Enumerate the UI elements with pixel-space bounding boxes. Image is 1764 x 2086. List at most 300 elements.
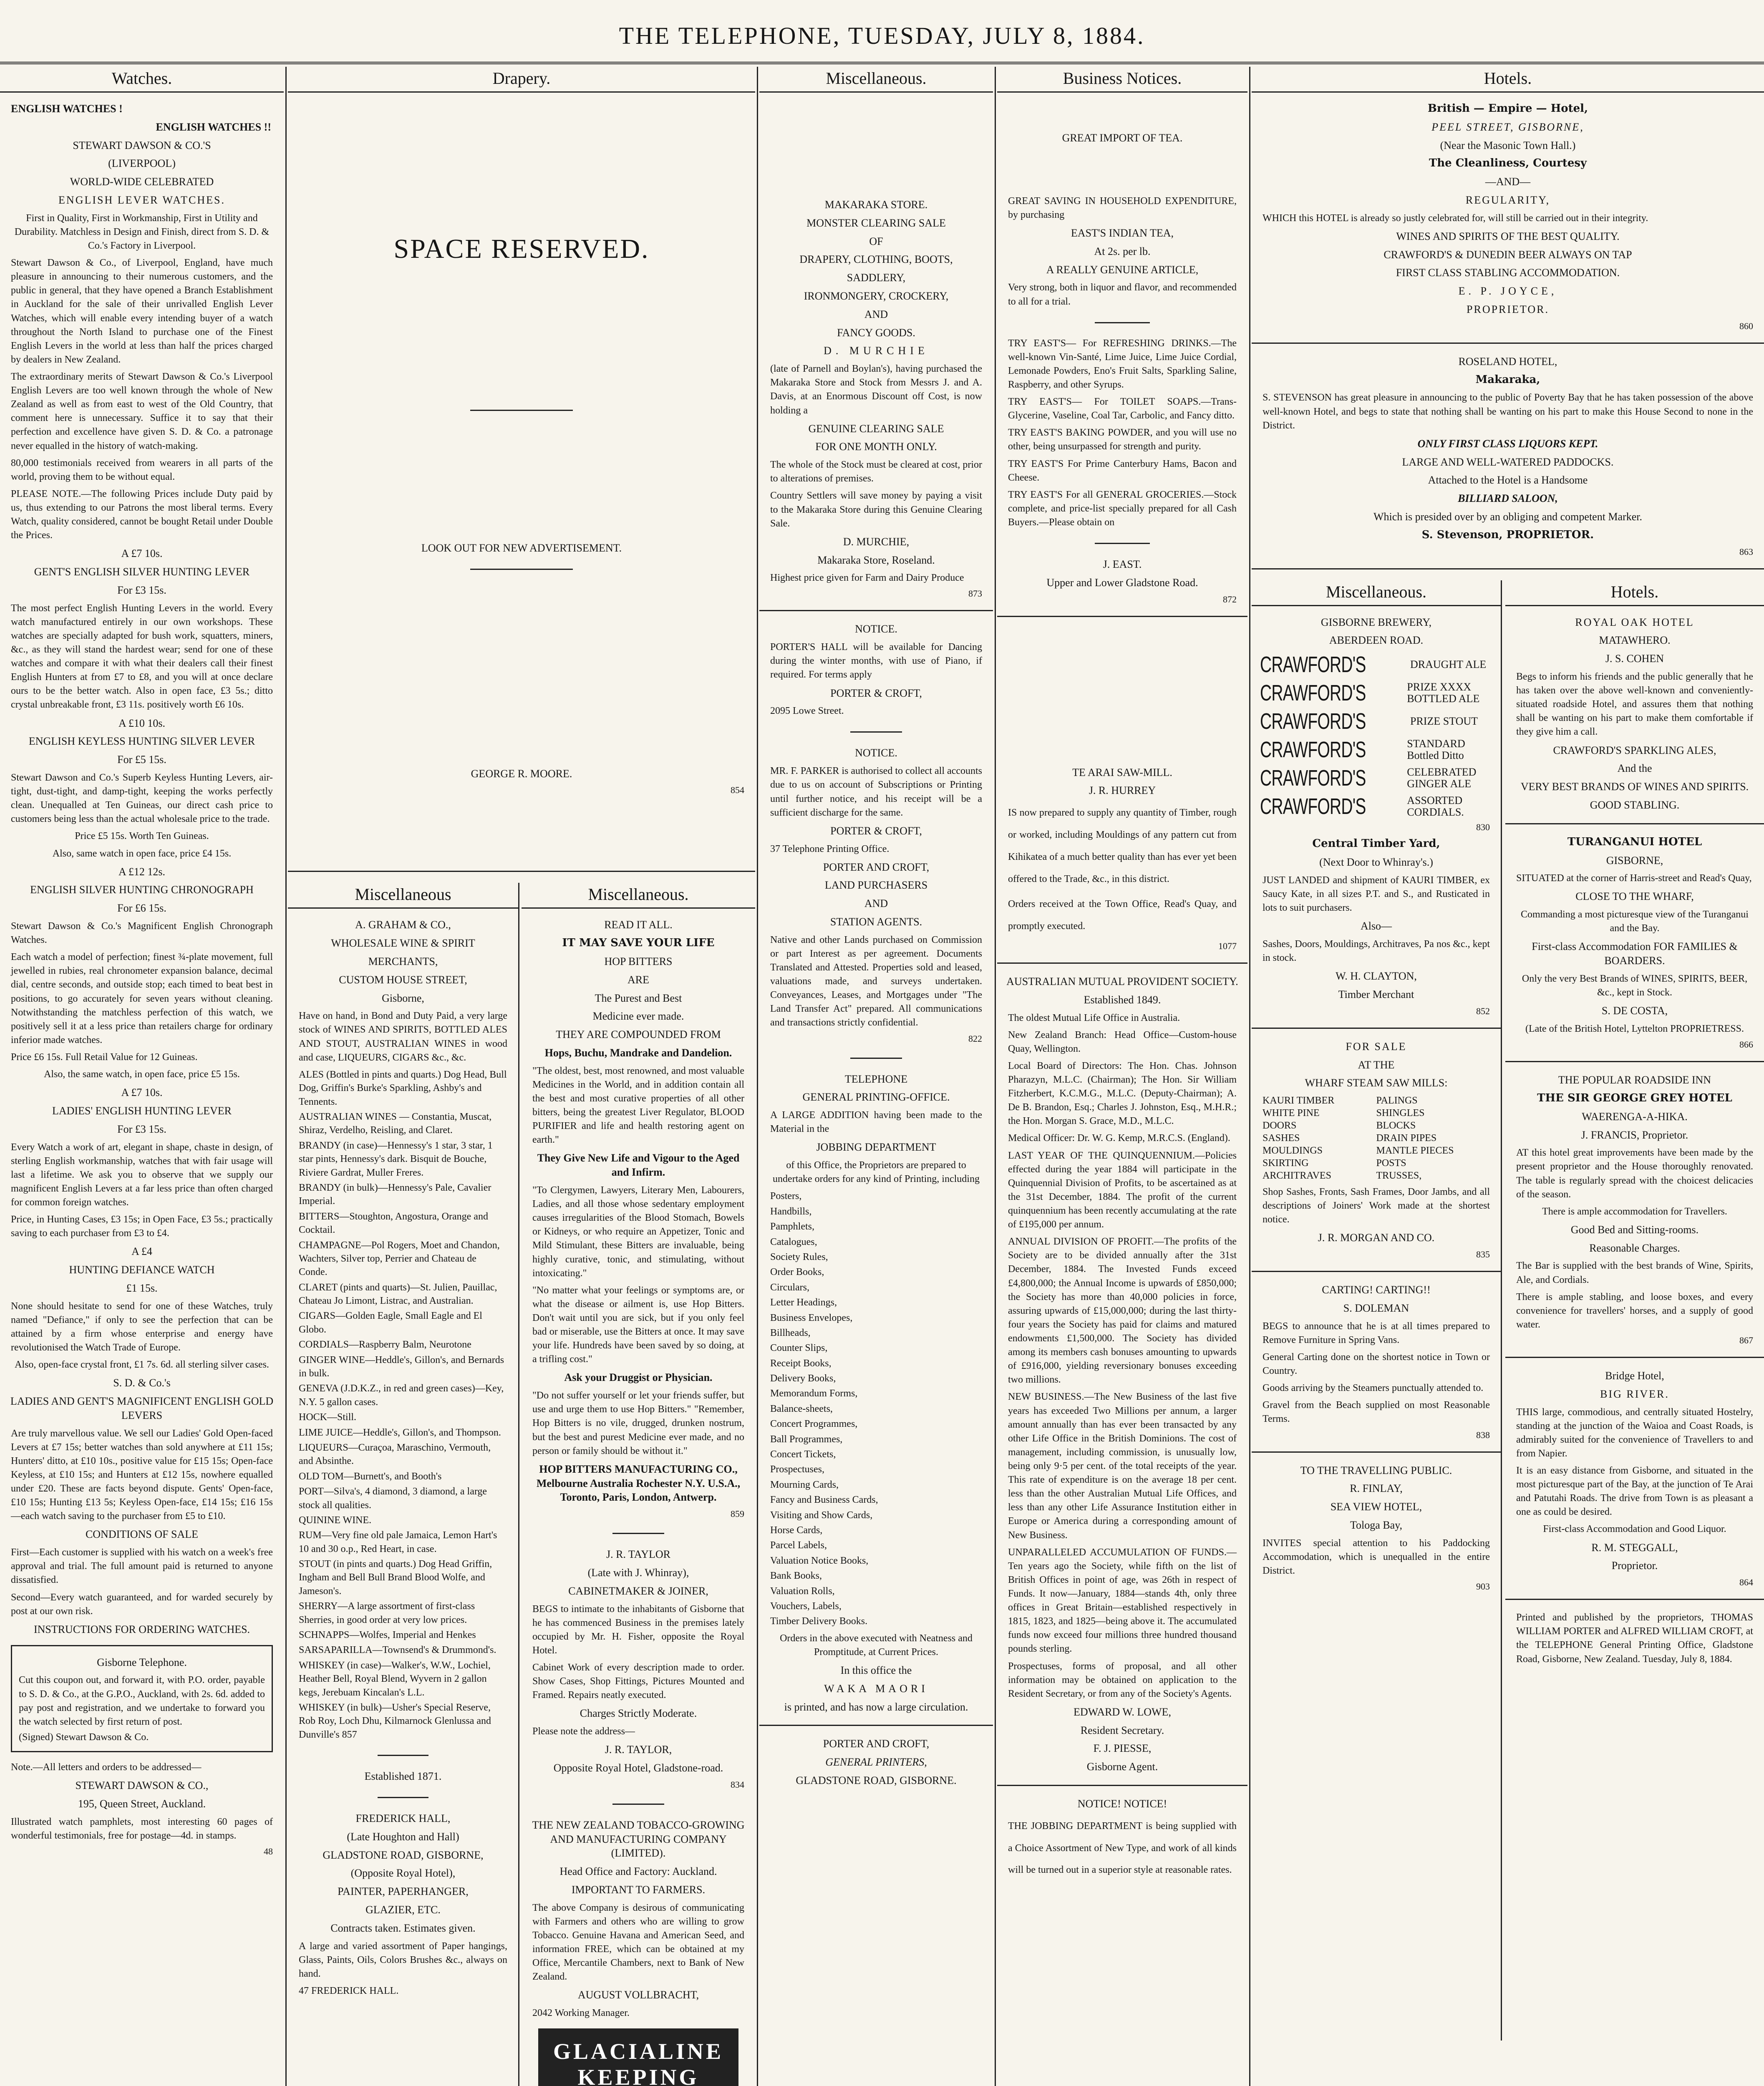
brewery-product: ASSORTED CORDIALS. xyxy=(1407,794,1464,819)
section-header-hotels: Hotels. xyxy=(1252,67,1764,93)
finlay-line: SEA VIEW HOTEL, xyxy=(1330,1501,1422,1513)
wharf-title: WHARF STEAM SAW MILLS: xyxy=(1305,1077,1448,1089)
printing-item: Order Books, xyxy=(770,1267,824,1278)
body-text: Illustrated watch pamphlets, most interesting 60 pages of wonderful testimonials, free for postage—4d. in stamps. xyxy=(11,1816,273,1841)
merchant-name: J. EAST. xyxy=(1103,558,1142,571)
bitters-subhead: HOP BITTERS MANUFACTURING CO., Melbourne Australia Rochester N.Y. U.S.A., Toronto, Paris, London, Antwerp. xyxy=(536,1463,741,1504)
product-name: ENGLISH SILVER HUNTING CHRONOGRAPH xyxy=(30,884,254,896)
bitters-line: HOP BITTERS xyxy=(604,955,673,967)
ad-number: 830 xyxy=(1476,822,1490,833)
finlay-line: Tologa Bay, xyxy=(1350,1519,1403,1531)
fred-line: GLAZIER, ETC. xyxy=(365,1903,441,1916)
body-text: Gravel from the Beach supplied on most Reasonable Terms. xyxy=(1263,1400,1490,1425)
graham-line: Gisborne, xyxy=(382,992,424,1004)
bitters-column xyxy=(522,883,755,2086)
body-text: "No matter what your feelings or symptoms are, or what the disease or ailment is, use Hop Bitters. Don't wait until you are sick, but if you only feel bad or miserable, use the Bitters at once. It may save your life. Hundreds have been saved by so doing, at a trifling cost." xyxy=(532,1285,744,1365)
body-text: The above Company is desirous of communicating with Farmers and others who are willing to grow Tobacco. Genuine Havana and American Seed, and information FREE, which can be obtained at my Office, Mercantile Chambers, next to Bank of New Zealand. xyxy=(532,1902,744,1983)
product-name: HUNTING DEFIANCE WATCH xyxy=(69,1264,215,1276)
wharf-product: KAURI TIMBER xyxy=(1263,1095,1335,1106)
wharf-firm: J. R. MORGAN AND CO. xyxy=(1318,1232,1435,1244)
body-text: (Late of the British Hotel, Lyttelton PROPRIETRESS. xyxy=(1525,1023,1744,1035)
body-text: There is ample stabling, and loose boxes, and every convenience for travellers' horses, and a supply of good water. xyxy=(1516,1291,1753,1330)
body-text: Prospectuses, forms of proposal, and all other information may be obtained on application to the Resident Secretary, or from any of the Society's Agents. xyxy=(1008,1660,1237,1699)
brewery-row xyxy=(1260,708,1492,734)
ad-number: 863 xyxy=(1739,546,1753,557)
merchant-name: D. MURCHIE xyxy=(824,345,929,357)
body-text: LAST YEAR OF THE QUINQUENNIUM.—Policies effected during the year 1884 will participate in the Quinquennial Division of Profits, to be ascertained as at the 31st December, 1884. The profit of the current quinquennium has been recently accumulating at the rate of £195,000 per annum. xyxy=(1008,1150,1237,1230)
body-text: Stewart Dawson & Co.'s Magnificent English Chronograph Watches. xyxy=(11,921,273,946)
column-business xyxy=(997,67,1247,2086)
body-text: S. STEVENSON has great pleasure in announcing to the public of Poverty Bay that he has taken possession of the above well-known Hotel, and begs to state that nothing shall be wanting on his part to make this House Second to none in the District. xyxy=(1263,392,1753,431)
sale-title: GENUINE CLEARING SALE xyxy=(808,422,944,435)
ad-number: 860 xyxy=(1739,320,1753,331)
product-name: ENGLISH KEYLESS HUNTING SILVER LEVER xyxy=(28,735,255,748)
ad-headline: ENGLISH WATCHES ! xyxy=(11,103,123,115)
section-header-business: Business Notices. xyxy=(997,67,1247,93)
wine-list-item: WHISKEY (in case)—Walker's, W.W., Lochiel, Heather Bell, Royal Blend, Wyvern in 2 gallon kegs, Jerebuam Kincalan's L.L. xyxy=(299,1660,491,1698)
body-text: There is ample accommodation for Travellers. xyxy=(1542,1206,1727,1217)
brewery-address: ABERDEEN ROAD. xyxy=(1329,634,1424,647)
hotel-place: Makaraka, xyxy=(1475,373,1540,386)
printing-item: Delivery Books, xyxy=(770,1373,836,1384)
ad-number: 48 xyxy=(264,1846,273,1857)
signature: F. J. PIESSE, xyxy=(1093,1742,1152,1755)
timber-line: Also— xyxy=(1360,920,1392,932)
hotel-title: ROYAL OAK HOTEL xyxy=(1575,616,1694,628)
wharf-product: MOULDINGS xyxy=(1263,1145,1323,1156)
column-rule xyxy=(285,67,287,2086)
divider xyxy=(850,1058,902,1059)
body-text: Shop Sashes, Fronts, Sash Frames, Door Jambs, and all descriptions of Joiners' Work made at the shortest notice. xyxy=(1263,1187,1490,1225)
signature: Makaraka Store, Roseland. xyxy=(817,554,935,566)
body-text: Price, in Hunting Cases, £3 15s; in Open Face, £3 5s.; practically saving to each purchaser from £3 to £4. xyxy=(11,1214,273,1239)
body-text: Price £6 15s. Full Retail Value for 12 Guineas. xyxy=(11,1051,198,1063)
wine-list-item: STOUT (in pints and quarts.) Dog Head Griffin, Ingham and Bell Bull Brand Blood Wolfe, and Jameson's. xyxy=(299,1559,492,1597)
sale-line: SADDLERY, xyxy=(847,272,906,284)
body-text: MR. F. PARKER is authorised to collect all accounts due to us on account of Subscriptions or Printing until further notice, and his receipt will be a sufficient discharge for the same. xyxy=(770,766,982,818)
hotel-line: VERY BEST BRANDS OF WINES AND SPIRITS. xyxy=(1520,781,1749,793)
body-text: General Carting done on the shortest notice in Town or Country. xyxy=(1263,1352,1490,1377)
sale-line: IRONMONGERY, CROCKERY, xyxy=(804,290,949,302)
tobacco-line: IMPORTANT TO FARMERS. xyxy=(571,1884,706,1896)
sale-line: AND xyxy=(864,308,888,320)
finlay-name: R. FINLAY, xyxy=(1350,1482,1403,1495)
wharf-line: AT THE xyxy=(1358,1058,1395,1071)
body-text: The whole of the Stock must be cleared at cost, prior to alterations of premises. xyxy=(770,459,982,484)
body-text: ANNUAL DIVISION OF PROFIT.—The profits of the Society are to be divided annually after the 31st December, 1884. The Invested Funds exceed £4,800,000; the Annual Income is upwards of £850,000; the Society has more than 40,000 policies in force, assuring upwards of £15,000,000; during the last thirty-four years the Society has paid for claims and matured endowments £1,500,000. The Society has divided among its members cash bonuses amounting to upwards of £916,000, yielding reversionary bonuses exceeding two millions. xyxy=(1008,1236,1237,1386)
notice-title: NOTICE. xyxy=(855,747,897,759)
printing-item: Receipt Books, xyxy=(770,1358,832,1369)
body-text: Native and other Lands purchased on Commission or part Interest as per agreement. Documents Translated and Attested. Properties sold and leased, valuations made, and surveys undertaken. Conveyances, Leases, and Mortgages under "The Land Transfer Act" prepared. All communications and transactions strictly confidential. xyxy=(770,934,982,1028)
section-title: INSTRUCTIONS FOR ORDERING WATCHES. xyxy=(33,1623,250,1635)
body-text: Please note the address— xyxy=(532,1726,635,1737)
column-rule xyxy=(757,67,758,2086)
brewery-row xyxy=(1260,765,1492,791)
body-text: The most perfect English Hunting Levers in the world. Every watch manufactured entirely in our own workshops. These watches are specially adapted for bush work, squatters, miners, &c., as they will stand the hardest wear; send for one of these watches and compare it with what their dealers call their finest English Hunters at from £7 to £8, and you will at once declare ours to be the better watch. Also in open face, £3 5s.; ditto crystal unbreakable front, £3 11s. positively worth £6 10s. xyxy=(11,602,273,710)
printing-item: Handbills, xyxy=(770,1206,812,1217)
wharf-product: MANTLE PIECES xyxy=(1376,1145,1454,1156)
brewery-product: DRAUGHT ALE xyxy=(1410,658,1487,670)
taylor-line: J. R. TAYLOR, xyxy=(605,1743,672,1756)
coupon-title: Gisborne Telephone. xyxy=(97,1656,187,1668)
firm-name: STEWART DAWSON & CO.'S xyxy=(73,139,211,151)
wine-list-item: OLD TOM—Burnett's, and Booth's xyxy=(299,1471,442,1482)
body-text: The Bar is supplied with the best brands of Wine, Spirits, Ale, and Cordials. xyxy=(1516,1260,1753,1285)
body-text: Orders in the above executed with Neatness and Promptitude, at Current Prices. xyxy=(780,1633,973,1658)
price: For £5 15s. xyxy=(117,753,166,766)
wharf-sale: FOR SALE xyxy=(1346,1040,1407,1053)
hotel-place: WAERENGA-A-HIKA. xyxy=(1582,1110,1688,1123)
wharf-products-left xyxy=(1263,1094,1376,1182)
wine-list-item: CIGARS—Golden Eagle, Small Eagle and El Globo. xyxy=(299,1310,482,1335)
body-text: BEGS to intimate to the inhabitants of Gisborne that he has commenced Business in the premises lately occupied by Mr. H. Fisher, opposite the Royal Hotel. xyxy=(532,1603,744,1656)
printing-item: Valuation Notice Books, xyxy=(770,1555,869,1566)
wine-list-item: SHERRY—A large assortment of first-class Sherries, in good order at very low prices. xyxy=(299,1601,475,1625)
graham-line: WHOLESALE WINE & SPIRIT xyxy=(331,937,475,950)
product-name: LADIES' ENGLISH HUNTING LEVER xyxy=(52,1105,232,1117)
firm-line: STATION AGENTS. xyxy=(830,916,922,928)
hotel-proprietor: J. S. COHEN xyxy=(1605,653,1664,665)
taylor-line: Opposite Royal Hotel, Gladstone-road. xyxy=(553,1762,723,1774)
finlay-head: TO THE TRAVELLING PUBLIC. xyxy=(1300,1464,1452,1476)
hotel-head: THE POPULAR ROADSIDE INN xyxy=(1558,1074,1711,1086)
tagline: WORLD-WIDE CELEBRATED xyxy=(70,176,214,188)
body-text: A large and varied assortment of Paper hangings, Glass, Paints, Oils, Colors Brushes &c., always on hand. xyxy=(299,1940,507,1979)
coupon-text: Cut this coupon out, and forward it, with P.O. order, payable to S. D. & Co., at the G.P.O., Auckland, with 2s. 6d. added to pay post and registration, and we undertake to forward you the watch selected by first return of post. xyxy=(19,1675,265,1727)
ad-number: 866 xyxy=(1739,1039,1753,1050)
hotel-title: ROSELAND HOTEL, xyxy=(1458,355,1557,368)
firm-short: S. D. & Co.'s xyxy=(113,1377,171,1389)
body-text: First—Each customer is supplied with his watch on a week's free approval and trial. The full amount paid is returned to anyone dissatisfied. xyxy=(11,1547,273,1586)
graham-column xyxy=(288,883,519,2086)
east-product: TRY EAST'S— For TOILET SOAPS.—Trans-Glycerine, Vaseline, Coal Tar, Carbolic, and Fancy ditto. xyxy=(1008,396,1237,421)
wharf-products xyxy=(1263,1094,1490,1182)
printing-item: Counter Slips, xyxy=(770,1343,828,1354)
hotel-title: THE SIR GEORGE GREY HOTEL xyxy=(1537,1091,1732,1104)
divider xyxy=(850,731,902,733)
signature: Gisborne Agent. xyxy=(1086,1761,1158,1773)
taylor-line: CABINETMAKER & JOINER, xyxy=(568,1585,708,1597)
wharf-product: ARCHITRAVES xyxy=(1263,1170,1331,1182)
divider xyxy=(1505,1599,1764,1600)
body-text: NEW BUSINESS.—The New Business of the last five years has exceeded Two Millions per annum, a larger amount annually than has ever been transacted by any other Life Office in the British Dominions. The cost of management, including commission, is unusually low, being only 9·5 per cent. of the total receipts of the year. This rate of expenditure is on the average 18 per cent. less than the other Australian Mutual Life Offices, and less than any other Life Assurance Institution either in Europe or America during a corresponding amount of New Business. xyxy=(1008,1391,1237,1541)
notice-title: NOTICE! NOTICE! xyxy=(1077,1798,1167,1810)
printing-item: Fancy and Business Cards, xyxy=(770,1494,878,1506)
hotel-line: And the xyxy=(1617,762,1652,775)
sale-line: FANCY GOODS. xyxy=(837,326,915,339)
body-text: In this office the xyxy=(840,1664,912,1676)
wine-list-item: GENEVA (J.D.K.Z., in red and green cases)—Key, N.Y. 5 gallon cases. xyxy=(299,1383,504,1408)
body-text: Begs to inform his friends and the public generally that he has taken over the above well-known and conveniently-situated roadside Hotel, and assures them that nothing shall be wanting on his part to make them comfortable if they give him a call. xyxy=(1516,671,1753,738)
hotel-place: MATAWHERO. xyxy=(1599,634,1671,647)
body-text: Second—Every watch guaranteed, and for warded securely by post at our own risk. xyxy=(11,1592,273,1617)
body-text: First-class Accommodation and Good Liquor. xyxy=(1543,1524,1726,1535)
wharf-product: SHINGLES xyxy=(1376,1108,1425,1119)
bitters-line: READ IT ALL. xyxy=(604,919,673,931)
wine-list-item: ALES (Bottled in pints and quarts.) Dog Head, Bull Dog, Griffin's Burke's Sparkling, Ashby's and Tennents. xyxy=(299,1069,507,1107)
hotel-proprietor: S. DE COSTA, xyxy=(1601,1005,1668,1017)
hotel-line: Good Bed and Sitting-rooms. xyxy=(1570,1223,1699,1236)
dept-title: JOBBING DEPARTMENT xyxy=(816,1141,936,1154)
wharf-product: TRUSSES, xyxy=(1376,1170,1422,1182)
fred-line: Contracts taken. Estimates given. xyxy=(330,1922,476,1934)
hotel-proprietor: J. FRANCIS, Proprietor. xyxy=(1581,1129,1688,1141)
hotel-line: Attached to the Hotel is a Handsome xyxy=(1428,474,1588,486)
signature: Resident Secretary. xyxy=(1080,1724,1164,1736)
printing-item: Circulars, xyxy=(770,1282,809,1293)
misc-subcolumn xyxy=(1252,580,1502,2041)
divider xyxy=(1095,543,1150,544)
body-text: Commanding a most picturesque view of the Turanganui and the Bay. xyxy=(1521,909,1749,934)
brewery-row xyxy=(1260,737,1492,763)
mill-owner: J. R. HURREY xyxy=(1089,784,1156,797)
printing-item: Memorandum Forms, xyxy=(770,1388,858,1399)
merchant-address: Upper and Lower Gladstone Road. xyxy=(1046,576,1198,589)
signature: 2095 Lowe Street. xyxy=(770,705,844,717)
paper-name: WAKA MAORI xyxy=(824,1682,928,1695)
sale-title: MONSTER CLEARING SALE xyxy=(806,217,946,229)
wharf-product: BLOCKS xyxy=(1376,1120,1416,1131)
wine-list-item: SCHNAPPS—Wolfes, Imperial and Henkes xyxy=(299,1630,476,1641)
signature: EDWARD W. LOWE, xyxy=(1074,1706,1171,1718)
tobacco-line: Head Office and Factory: Auckland. xyxy=(559,1865,717,1878)
wine-list-item: GINGER WINE—Heddle's, Gillon's, and Bernards in bulk. xyxy=(299,1354,504,1379)
printing-item: Ball Programmes, xyxy=(770,1433,843,1445)
hotel-line: Which is presided over by an obliging and competent Marker. xyxy=(1373,510,1643,523)
body-text: Also, same watch in open face, price £4 15s. xyxy=(52,848,232,859)
divider xyxy=(1252,1028,1501,1029)
printing-item: Pamphlets, xyxy=(770,1221,814,1232)
body-text: is printed, and has now a large circulation. xyxy=(784,1701,968,1713)
carting-name: S. DOLEMAN xyxy=(1343,1302,1409,1315)
body-text: (late of Parnell and Boylan's), having purchased the Makaraka Store and Stock from Messrs J. and A. Davis, at an Enormous Discount off Cost, is now holding a xyxy=(770,363,982,416)
body-text: Stewart Dawson and Co.'s Superb Keyless Hunting Levers, air-tight, dust-tight, and damp-tight, keeping the works perfectly clean. Unequalled at Ten Guineas, our direct cash price to customers being less than the actual wholesale price to the trade. xyxy=(11,772,273,825)
hotel-line: Reasonable Charges. xyxy=(1589,1242,1680,1254)
wine-list-item: QUININE WINE. xyxy=(299,1514,372,1526)
office-title: GENERAL PRINTING-OFFICE. xyxy=(802,1091,950,1103)
misc-subcolumns xyxy=(288,883,755,2086)
mill-name: TE ARAI SAW-MILL. xyxy=(1072,766,1172,778)
body-text: Highest price given for Farm and Dairy Produce xyxy=(770,572,964,584)
store-name: MAKARAKA STORE. xyxy=(824,199,928,211)
brewery-brand: CRAWFORD'S xyxy=(1260,766,1366,791)
taylor-name: J. R. TAYLOR xyxy=(606,1548,670,1561)
firm-line: GLADSTONE ROAD, GISBORNE. xyxy=(796,1774,957,1786)
printing-item: Bank Books, xyxy=(770,1570,822,1582)
printing-item: Parcel Labels, xyxy=(770,1540,827,1551)
product-name: LADIES AND GENT'S MAGNIFICENT ENGLISH GOLD LEVERS xyxy=(10,1395,274,1421)
brewery-row xyxy=(1260,680,1492,706)
brewery-row xyxy=(1260,794,1492,819)
printing-item: Posters, xyxy=(770,1191,802,1202)
printing-item: Horse Cards, xyxy=(770,1525,823,1536)
divider xyxy=(1252,1451,1501,1453)
order-coupon xyxy=(11,1645,273,1752)
body-text: Country Settlers will save money by paying a visit to the Makaraka Store during this Genuine Clearing Sale. xyxy=(770,490,982,529)
body-text: Have on hand, in Bond and Duty Paid, a very large stock of WINES AND SPIRITS, BOTTLED ALES AND STOUT, AUSTRALIAN WINES in wood and case, LIQUEURS, CIGARS &c., &c. xyxy=(299,1010,507,1063)
wine-list-item: BITTERS—Stoughton, Angostura, Orange and Cocktail. xyxy=(299,1211,488,1236)
taylor-line: Charges Strictly Moderate. xyxy=(580,1707,697,1720)
ad-number: 873 xyxy=(968,588,982,599)
body-text: THE JOBBING DEPARTMENT is being supplied with a Choice Assortment of New Type, and work of all kinds will be turned out in a superior style at reasonable rates. xyxy=(1008,1820,1237,1876)
divider xyxy=(612,1804,664,1805)
hotel-slogan: The Cleanliness, Courtesy xyxy=(1429,157,1587,170)
sale-line: FOR ONE MONTH ONLY. xyxy=(815,441,937,453)
body-text: Are truly marvellous value. We sell our Ladies' Gold Open-faced Levers at £7 15s; better watches than sold anywhere at £11 15s; Hunters' ditto, at £10 10s., positive value for £15 15s; Open-face Keyless, at £10 15s; and Hunters at £12 15s, nowhere equalled under £20. These are facts beyond dispute. Gents' Open-face, £10 15s; Hunting £13 5s; Keyless Open-face, £14 15s; £16 15s—each watch saving to the purchaser from £5 to £10. xyxy=(11,1428,273,1522)
body-text: of this Office, the Proprietors are prepared to undertake orders for any kind of Printing, including xyxy=(773,1160,980,1185)
bitters-title: IT MAY SAVE YOUR LIFE xyxy=(562,937,715,950)
ad-headline: ENGLISH WATCHES !! xyxy=(156,121,271,133)
proprietor-role: PROPRIETOR. xyxy=(1467,303,1549,316)
lookout-notice: LOOK OUT FOR NEW ADVERTISEMENT. xyxy=(421,542,622,554)
ad-number: 872 xyxy=(1223,594,1237,605)
divider xyxy=(378,1797,428,1798)
body-text: None should hesitate to send for one of these Watches, truly named "Defiance," if only to see the perfection that can be attained by a firm whose enterprise and energy have revolutionised the Watch Trade of Europe. xyxy=(11,1300,273,1353)
hotel-line: CLOSE TO THE WHARF, xyxy=(1575,890,1694,903)
wine-list-item: CORDIALS—Raspberry Balm, Neurotone xyxy=(299,1339,471,1350)
firm-name: STEWART DAWSON & CO., xyxy=(75,1779,209,1792)
timber-title: Central Timber Yard, xyxy=(1312,837,1440,850)
printing-item: Mourning Cards, xyxy=(770,1479,839,1490)
wharf-product: WHITE PINE xyxy=(1263,1108,1320,1119)
section-header-misc: Miscellaneous. xyxy=(759,67,993,93)
hotel-subcolumns xyxy=(1252,580,1764,2041)
bitters-subhead: They Give New Life and Vigour to the Aged and Infirm. xyxy=(537,1152,740,1179)
body-text: Note.—All letters and orders to be addressed— xyxy=(11,1761,202,1773)
printing-item: Timber Delivery Books. xyxy=(770,1616,868,1627)
brewery-brand: CRAWFORD'S xyxy=(1260,794,1366,819)
bitters-line: ARE xyxy=(627,973,649,986)
signature: PORTER & CROFT, xyxy=(830,687,922,699)
column-drapery xyxy=(288,67,755,2086)
divider xyxy=(1252,568,1764,569)
wine-list-item: LIQUEURS—Curaçoa, Maraschino, Vermouth, and Absinthe. xyxy=(299,1442,491,1467)
fred-line: (Late Houghton and Hall) xyxy=(347,1830,459,1843)
wharf-product: POSTS xyxy=(1376,1158,1406,1169)
divider xyxy=(997,962,1247,964)
wine-list-item: CLARET (pints and quarts)—St. Julien, Pauillac, Chateau Jo Limont, Listrac, and Australian. xyxy=(299,1282,497,1307)
section-header-hotels: Hotels. xyxy=(1505,580,1764,606)
price: For £3 15s. xyxy=(117,1123,166,1135)
ad-number: 903 xyxy=(1476,1581,1490,1592)
ad-number: 838 xyxy=(1476,1429,1490,1440)
hotel-line: WINES AND SPIRITS OF THE BEST QUALITY. xyxy=(1396,230,1620,242)
timber-merchant: W. H. CLAYTON, xyxy=(1336,970,1417,983)
tobacco-signature: 2042 Working Manager. xyxy=(532,2008,630,2019)
printing-item: Billheads, xyxy=(770,1327,811,1338)
column-miscellaneous xyxy=(759,67,993,2086)
body-text: Also, open-face crystal front, £1 7s. 6d. all sterling silver cases. xyxy=(15,1359,269,1371)
masthead-title: THE TELEPHONE, TUESDAY, JULY 8, 1884. xyxy=(619,22,1145,49)
fred-line: PAINTER, PAPERHANGER, xyxy=(338,1885,469,1898)
east-product: TRY EAST'S BAKING POWDER, and you will use no other, being unsurpassed for strength and purity. xyxy=(1008,427,1237,452)
society-title: AUSTRALIAN MUTUAL PROVIDENT SOCIETY. xyxy=(1006,975,1238,988)
column-rule xyxy=(995,67,996,2086)
firm-place: (LIVERPOOL) xyxy=(108,157,176,170)
wharf-product: DRAIN PIPES xyxy=(1376,1133,1437,1144)
society-line: Established 1849. xyxy=(1084,993,1161,1006)
printing-item: Concert Tickets, xyxy=(770,1449,836,1460)
firm-line: GENERAL PRINTERS, xyxy=(825,1756,927,1769)
hotel-title: British — Empire — Hotel, xyxy=(1427,102,1588,115)
body-text: Every Watch a work of art, elegant in shape, chaste in design, of sterling English workmanship, watches that with fair usage will last a lifetime. We ask you to observe that we supply our magnificent English Levers at a far less price than often charged for common foreign watches. xyxy=(11,1141,273,1208)
glacialine-logo: GLACIALINE KEEPING xyxy=(538,2028,738,2086)
fred-line: (Opposite Royal Hotel), xyxy=(350,1867,456,1879)
body-text: PLEASE NOTE.—The following Prices include Duty paid by us, thus extending to our Patrons the most liberal terms. Every Watch, quality considered, cannot be bought Retail under Double the Prices. xyxy=(11,488,273,541)
wine-list-item: CHAMPAGNE—Pol Rogers, Moet and Chandon, Wachters, Silver top, Perrier and Chateau de Conde. xyxy=(299,1240,500,1278)
divider xyxy=(378,1755,428,1756)
hotel-title: TURANGANUI HOTEL xyxy=(1567,835,1702,848)
graham-title: A. GRAHAM & CO., xyxy=(355,919,451,931)
body-text: It is an easy distance from Gisborne, and situated in the most picturesque part of the Bay, at the junction of Te Arai and Patutahi Roads. The drive from Town is as pleasant a one as could be desired. xyxy=(1516,1465,1753,1518)
price: For £6 15s. xyxy=(117,902,166,915)
column-rule xyxy=(1249,67,1250,2086)
body-text: Cabinet Work of every description made to order. Show Cases, Shop Fittings, Pictures Mounted and Framed. Repairs neatly executed. xyxy=(532,1662,744,1701)
hotel-line: First-class Accommodation FOR FAMILIES & BOARDERS. xyxy=(1532,940,1738,967)
section-header-misc: Miscellaneous. xyxy=(522,883,755,909)
proprietor-name: S. Stevenson, PROPRIETOR. xyxy=(1421,528,1594,541)
printing-item: Valuation Rolls, xyxy=(770,1585,835,1597)
divider xyxy=(470,569,573,570)
hotel-line: —AND— xyxy=(1485,176,1531,188)
hotels-subcolumn xyxy=(1505,580,1764,2041)
taylor-line: (Late with J. Whinray), xyxy=(587,1566,689,1579)
wharf-product: SKIRTING xyxy=(1263,1158,1309,1169)
firm-address: 195, Queen Street, Auckland. xyxy=(78,1797,206,1810)
price: £1 15s. xyxy=(126,1282,158,1294)
imprint: Printed and published by the proprietors, THOMAS WILLIAM PORTER and ALFRED WILLIAM CROFT, at the TELEPHONE General Printing Office, Gladstone Road, Gisborne, New Zealand. Tuesday, July 8, 1884. xyxy=(1516,1612,1753,1665)
divider xyxy=(1505,823,1764,824)
timber-line: (Next Door to Whinray's.) xyxy=(1319,856,1433,868)
ad-number: 867 xyxy=(1739,1335,1753,1346)
signature: 37 Telephone Printing Office. xyxy=(770,843,890,854)
price: For £3 15s. xyxy=(117,584,166,596)
tea-title: EAST'S INDIAN TEA, xyxy=(1071,227,1174,239)
wharf-product: DOORS xyxy=(1263,1120,1297,1131)
east-products xyxy=(997,337,1247,529)
jobs-list xyxy=(759,1189,993,1628)
body-text: WHICH this HOTEL is already so justly celebrated for, will still be carried out in their integrity. xyxy=(1263,212,1648,224)
firm-line: LAND PURCHASERS xyxy=(824,879,928,892)
price: A £7 10s. xyxy=(121,547,163,560)
body-text: Very strong, both in liquor and flavor, and recommended to all for a trial. xyxy=(1008,282,1237,307)
price: A £12 12s. xyxy=(118,865,165,878)
hotel-title: Bridge Hotel, xyxy=(1605,1370,1664,1382)
hotel-line: CRAWFORD'S SPARKLING ALES, xyxy=(1553,744,1716,756)
product-name: GENT'S ENGLISH SILVER HUNTING LEVER xyxy=(34,566,250,578)
carting-title: CARTING! CARTING!! xyxy=(1322,1284,1431,1296)
divider xyxy=(288,871,755,872)
brewery-product: CELEBRATED GINGER ALE xyxy=(1407,766,1477,790)
divider xyxy=(1095,322,1150,323)
east-product: TRY EAST'S— For REFRESHING DRINKS.—The well-known Vin-Santé, Lime Juice, Lime Juice Cordial, Lemonade Powders, Eno's Fruit Salts, Sparkling Saline, Raspberry, and other Syrups. xyxy=(1008,338,1237,390)
coupon-signature: (Signed) Stewart Dawson & Co. xyxy=(19,1731,149,1743)
hotel-line: GOOD STABLING. xyxy=(1590,799,1680,811)
body-text: "The oldest, best, most renowned, and most valuable Medicines in the World, and in addition contain all the best and most curative properties of all other bitters, being the greatest Liver Regulator, BLOOD PURIFIER and life and health restoring agent on earth." xyxy=(532,1065,744,1146)
divider xyxy=(612,1533,664,1534)
body-text: JUST LANDED and shipment of KAURI TIMBER, ex Saucy Kate, in all sizes P.T. and S., and Rusticated in lots to suit purchasers. xyxy=(1263,874,1490,913)
firm-title: PORTER AND CROFT, xyxy=(823,1738,930,1750)
body-text: Only the very Best Brands of WINES, SPIRITS, BEER, &c., kept in Stock. xyxy=(1522,973,1748,998)
body-text: INVITES special attention to his Paddocking Accommodation, which is unequalled in the entire District. xyxy=(1263,1537,1490,1576)
divider xyxy=(1252,343,1764,344)
firm-line: AND xyxy=(864,897,888,910)
section-header-misc: Miscellaneous xyxy=(288,883,518,909)
ad-number: 864 xyxy=(1739,1577,1753,1588)
tea-line: A REALLY GENUINE ARTICLE, xyxy=(1046,263,1199,276)
bitters-line: Hops, Buchu, Mandrake and Dandelion. xyxy=(544,1046,732,1059)
wine-list-item: AUSTRALIAN WINES — Constantia, Muscat, Shiraz, Verdelho, Reisling, and Claret. xyxy=(299,1111,492,1136)
